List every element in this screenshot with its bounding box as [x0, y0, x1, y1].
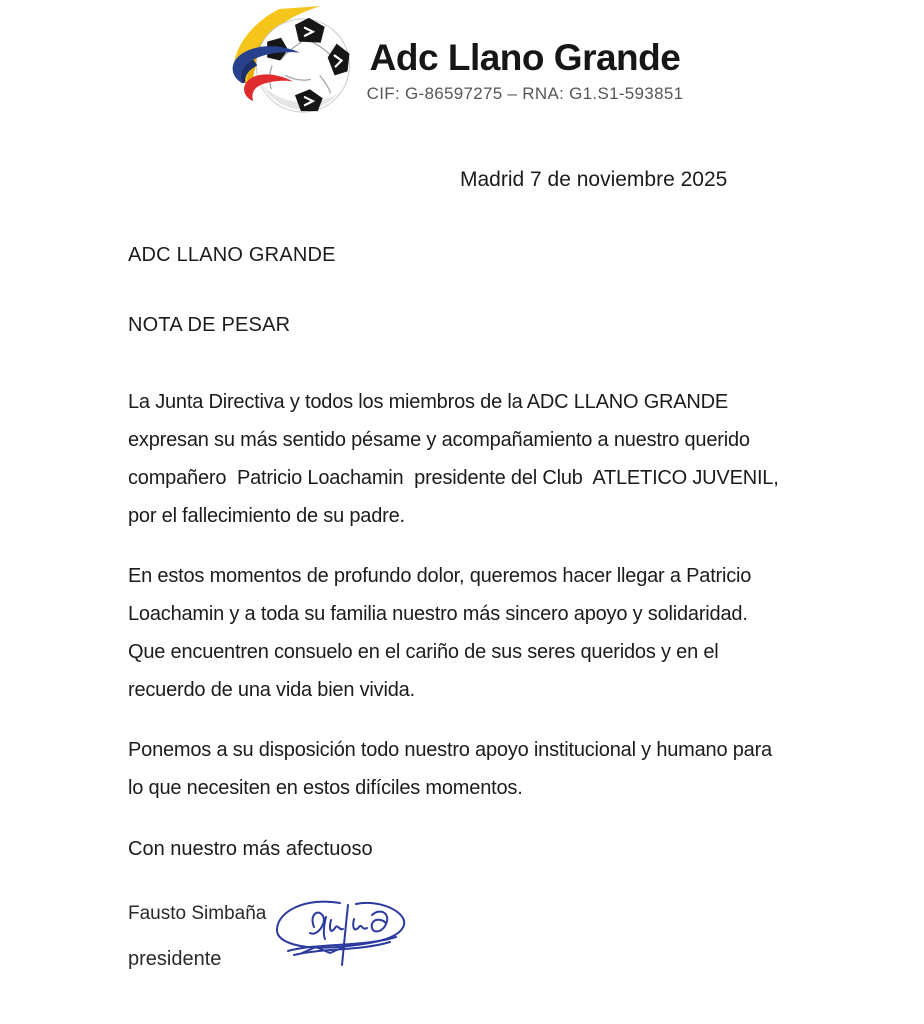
paragraph-1: [128, 383, 808, 535]
paragraph-line: Ponemos a su disposición todo nuestro apoyo institucional y humano para: [128, 739, 772, 761]
subject-line: NOTA DE PESAR: [128, 314, 291, 336]
paragraph-line: Loachamin y a toda su familia nuestro más sincero apoyo y solidaridad.: [128, 603, 748, 625]
paragraph-line: En estos momentos de profundo dolor, queremos hacer llegar a Patricio: [128, 565, 752, 587]
date-line: Madrid 7 de noviembre 2025: [460, 168, 728, 191]
club-name: Adc Llano Grande: [369, 37, 681, 78]
closing-line: Con nuestro más afectuoso: [128, 838, 373, 860]
paragraph-2: [128, 557, 808, 709]
paragraph-line: La Junta Directiva y todos los miembros de la ADC LLANO GRANDE: [128, 391, 729, 413]
paragraph-line: Que encuentren consuelo en el cariño de sus seres queridos y en el: [128, 641, 719, 663]
paragraph-3: [128, 731, 808, 807]
signer-name: Fausto Simbaña: [128, 903, 267, 924]
signer-title: presidente: [128, 948, 222, 970]
club-registration: CIF: G-86597275 – RNA: G1.S1-593851: [366, 83, 684, 103]
handwritten-signature-icon: [268, 887, 418, 975]
signature-block: [128, 901, 808, 1021]
paragraph-line: expresan su más sentido pésame y acompañamiento a nuestro querido: [128, 429, 750, 451]
paragraph-line: por el fallecimiento de su padre.: [128, 505, 405, 527]
letter-content: [128, 0, 808, 1021]
paragraph-line: recuerdo de una vida bien vivida.: [128, 679, 415, 701]
addressee: ADC LLANO GRANDE: [128, 244, 336, 266]
paragraph-line: compañero Patricio Loachamin presidente del Club ATLETICO JUVENIL,: [128, 467, 779, 489]
paragraph-line: lo que necesiten en estos difíciles momentos.: [128, 777, 523, 799]
